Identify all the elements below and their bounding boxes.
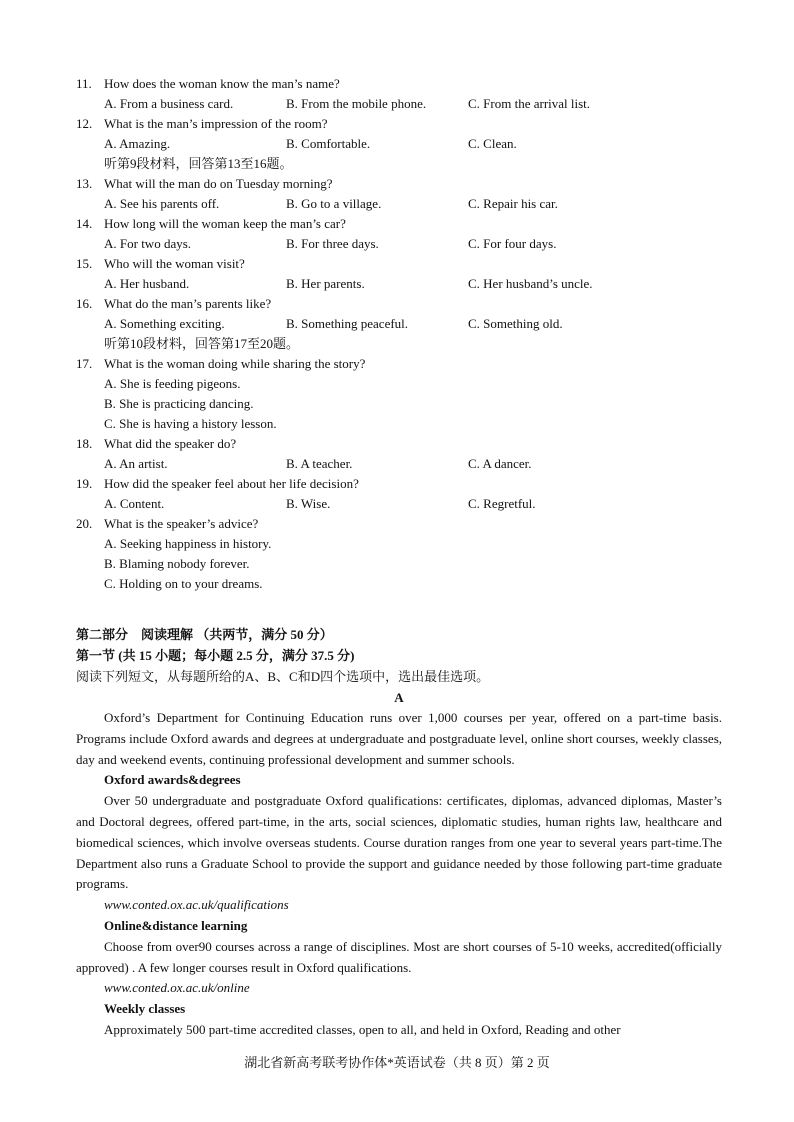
question-11-options: A. From a business card. B. From the mobile phone. C. From the arrival list. — [104, 96, 591, 111]
instruction-section-10: 听第10段材料，回答第17至20题。 — [104, 336, 300, 351]
question-15: 15. Who will the woman visit? — [76, 256, 245, 271]
passage-label: A — [394, 690, 404, 705]
question-14-options: A. For two days. B. For three days. C. For four days. — [104, 236, 557, 251]
question-18: 18. What did the speaker do? — [76, 436, 237, 451]
question-11: 11. How does the woman know the man’s name? — [76, 76, 340, 91]
question-16: 16. What do the man’s parents like? — [76, 296, 272, 311]
question-14: 14. How long will the woman keep the man’s car? — [76, 216, 346, 231]
question-18-options: A. An artist. B. A teacher. C. A dancer. — [104, 456, 532, 471]
question-17: 17. What is the woman doing while sharing the story? — [76, 356, 366, 371]
question-13: 13. What will the man do on Tuesday morning? — [76, 176, 333, 191]
question-block-11-12 — [76, 74, 726, 594]
question-19-options: A. Content. B. Wise. C. Regretful. — [104, 496, 536, 511]
page-footer: 湖北省新高考联考协作体*英语试卷（共 8 页）第 2 页 — [244, 1055, 550, 1070]
question-16-options: A. Something exciting. B. Something peaceful. C. Something old. — [104, 316, 563, 331]
question-13-options: A. See his parents off. B. Go to a village. C. Repair his car. — [104, 196, 558, 211]
section1-heading: 第一节 (共 15 小题；每小题 2.5 分，满分 37.5 分) — [76, 648, 355, 663]
passage-intro: Oxford’s Department for Continuing Education runs over 1,000 courses per year, offered on a part-time basis. Programs include Oxford awards and degrees at undergraduate and postgraduate level, online short courses, weekly classes, day and weekend events, continuing professional development and summer schools. — [76, 710, 722, 767]
reading-instruction: 阅读下列短文，从每题所给的A、B、C和D四个选项中，选出最佳选项。 — [76, 669, 490, 684]
online-heading: Online&distance learning — [104, 917, 248, 933]
awards-url: www.conted.ox.ac.uk/qualifications — [104, 897, 289, 913]
weekly-text: Approximately 500 part-time accredited classes, open to all, and held in Oxford, Reading and other — [104, 1021, 621, 1037]
weekly-heading: Weekly classes — [104, 1001, 186, 1017]
online-text: Choose from over90 courses across a range of disciplines. Most are short courses of 5-10 weeks, accredited(officially approved) . A few longer courses result in Oxford qualifications. — [76, 938, 722, 975]
question-20: 20. What is the speaker’s advice? — [76, 516, 259, 531]
online-url: www.conted.ox.ac.uk/online — [104, 980, 250, 996]
awards-text: Over 50 undergraduate and postgraduate Oxford qualifications: certificates, diplomas, advanced diplomas, Master’s and Doctoral degrees, offered part-time, in the arts, social sciences, diplomatic studies, human rights law, healthcare and biomedical sciences, which involve overseas students. Course duration ranges from one year to several years part-time.The Department also runs a Graduate School to provide the support and guidance needed by those following part-time graduate programs. — [76, 793, 722, 892]
part2-heading: 第二部分 阅读理解 （共两节，满分 50 分） — [76, 627, 333, 642]
question-20-options: A. Seeking happiness in history. B. Blaming nobody forever. C. Holding on to your dreams. — [104, 536, 272, 591]
question-17-options: A. She is feeding pigeons. B. She is practicing dancing. C. She is having a history lesson. — [104, 376, 277, 431]
reading-section — [76, 624, 722, 1041]
instruction-section-9: 听第9段材料，回答第13至16题。 — [104, 156, 293, 171]
question-12: 12. What is the man’s impression of the room? — [76, 116, 328, 131]
question-12-options: A. Amazing. B. Comfortable. C. Clean. — [104, 136, 517, 151]
question-15-options: A. Her husband. B. Her parents. C. Her husband’s uncle. — [104, 276, 593, 291]
question-19: 19. How did the speaker feel about her life decision? — [76, 476, 359, 491]
awards-heading: Oxford awards&degrees — [104, 772, 241, 788]
